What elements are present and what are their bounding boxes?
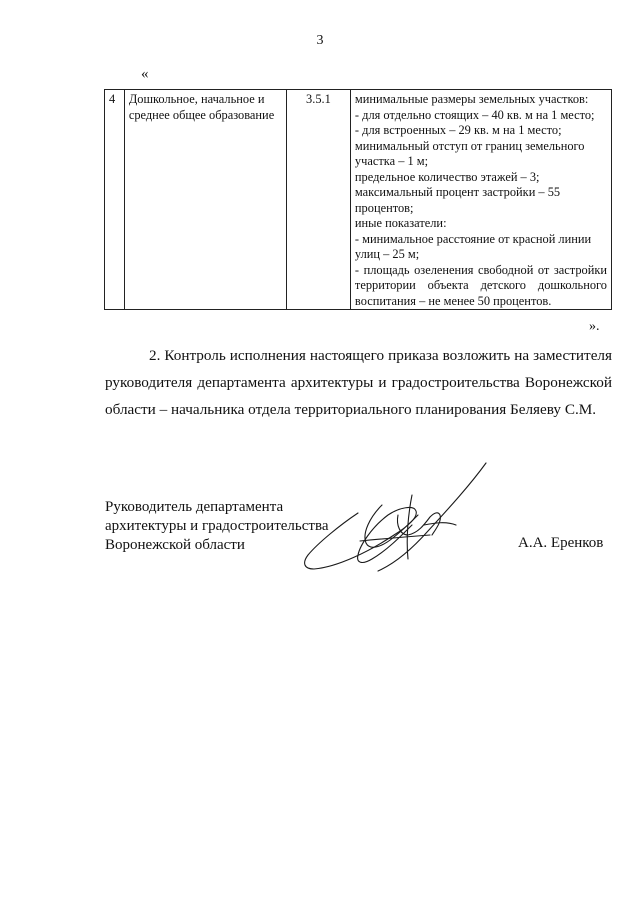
param-line: - для встроенных – 29 кв. м на 1 место; [354,123,562,137]
signer-position-line: Руководитель департамента [105,499,284,515]
opening-quote: « [141,66,149,82]
param-line: максимальный процент застройки – 55 процентов; [354,185,561,215]
handwritten-signature [300,455,500,585]
param-line: - площадь озеленения свободной от застройки территории объекта детского дошкольного воспитания – не менее 50 процентов. [354,262,607,308]
land-use-name-cell: Дошкольное, начальное и среднее общее образование [124,90,286,310]
closing-quote: ». [589,319,600,334]
param-line: - для отдельно стоящих – 40 кв. м на 1 место; [354,107,595,122]
signer-position-line: архитектуры и градостроительства [105,518,329,534]
param-line: минимальные размеры земельных участков: [354,92,589,106]
signer-position-line: Воронежской области [105,537,245,553]
land-use-code-cell: 3.5.1 [286,90,350,310]
row-number-cell: 4 [105,90,125,310]
param-line: минимальный отступ от границ земельного участка – 1 м; [354,138,585,168]
paragraph-2: 2. Контроль исполнения настоящего приказа возложить на заместителя руководителя департамента архитектуры и градостроительства Воронежской области – начальника отдела территориального планирования Беляеву С.М. [105,347,612,418]
param-line: предельное количество этажей – 3; [354,169,540,184]
parameters-cell [350,90,611,310]
param-line: иные показатели: [354,216,447,230]
table-row [105,90,612,310]
signer-name: А.А. Еренков [518,535,604,551]
param-line: - минимальное расстояние от красной линии улиц – 25 м; [354,231,592,261]
land-use-table [104,89,612,310]
page-number: 3 [316,33,324,48]
